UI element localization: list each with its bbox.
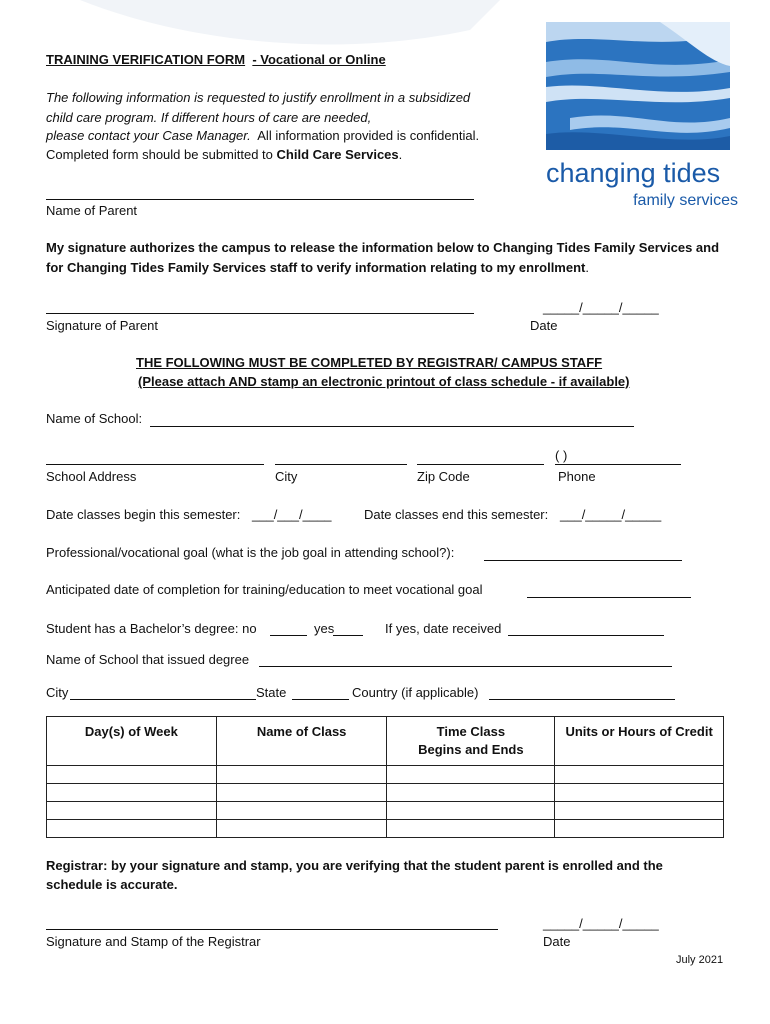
svg-text:changing tides: changing tides — [546, 158, 721, 188]
authorization-line-2: for Changing Tides Family Services staff to verify information relating to my enrollment. — [46, 260, 589, 275]
degree-state-line[interactable] — [292, 699, 349, 700]
form-title: TRAINING VERIFICATION FORM - Vocational or Online — [46, 52, 386, 67]
registrar-statement-line-1: Registrar: by your signature and stamp, you are verifying that the student parent is enrolled and the — [46, 858, 663, 873]
intro-line-4: Completed form should be submitted to Child Care Services. — [46, 147, 403, 162]
table-header-units: Units or Hours of Credit — [555, 717, 724, 766]
date-end-field[interactable]: ___/_____/_____ — [560, 507, 662, 522]
registrar-date-label: Date — [543, 934, 571, 949]
class-schedule-table — [46, 716, 724, 838]
table-cell[interactable] — [387, 802, 555, 820]
registrar-heading: THE FOLLOWING MUST BE COMPLETED BY REGISTRAR/ CAMPUS STAFF — [136, 355, 603, 370]
table-row — [47, 802, 724, 820]
table-cell[interactable] — [216, 820, 387, 838]
date-begin-label: Date classes begin this semester: — [46, 507, 241, 522]
parent-date-label: Date — [530, 318, 558, 333]
registrar-statement-line-2: schedule is accurate. — [46, 877, 178, 892]
table-cell[interactable] — [47, 820, 217, 838]
registrar-date-field[interactable]: _____/_____/_____ — [543, 916, 659, 931]
parent-name-line[interactable] — [46, 199, 474, 200]
degree-country-label: Country (if applicable) — [352, 685, 479, 700]
city-label: City — [275, 469, 298, 484]
degree-city-line[interactable] — [70, 699, 256, 700]
table-cell[interactable] — [555, 820, 724, 838]
date-begin-field[interactable]: ___/___/____ — [252, 507, 332, 522]
degree-state-label: State — [256, 685, 287, 700]
form-revision-date: July 2021 — [676, 954, 724, 966]
school-address-line[interactable] — [46, 464, 264, 465]
table-header-row — [47, 717, 724, 766]
date-end-label: Date classes end this semester: — [364, 507, 549, 522]
table-cell[interactable] — [555, 766, 724, 784]
table-cell[interactable] — [47, 766, 217, 784]
school-name-label: Name of School: — [46, 411, 143, 426]
degree-city-label: City — [46, 685, 69, 700]
table-cell[interactable] — [555, 802, 724, 820]
bachelor-degree-label: Student has a Bachelor’s degree: no — [46, 621, 257, 636]
phone-line[interactable] — [555, 464, 681, 465]
degree-country-line[interactable] — [489, 699, 675, 700]
changing-tides-logo — [540, 22, 744, 208]
table-row — [47, 784, 724, 802]
intro-line-2: child care program. If different hours of care are needed, — [46, 110, 372, 125]
table-cell[interactable] — [216, 766, 387, 784]
degree-school-label: Name of School that issued degree — [46, 652, 250, 667]
zip-label: Zip Code — [417, 469, 470, 484]
completion-date-line[interactable] — [527, 597, 691, 598]
authorization-line-1: My signature authorizes the campus to release the information below to Changing Tides Family Services and — [46, 240, 720, 255]
bachelor-yes-line[interactable] — [333, 635, 363, 636]
city-line[interactable] — [275, 464, 407, 465]
vocational-goal-line[interactable] — [484, 560, 682, 561]
intro-line-3: please contact your Case Manager. All information provided is confidential. — [46, 128, 480, 143]
table-header-class: Name of Class — [216, 717, 387, 766]
zip-line[interactable] — [417, 464, 544, 465]
table-cell[interactable] — [387, 766, 555, 784]
registrar-signature-label: Signature and Stamp of the Registrar — [46, 934, 261, 949]
registrar-signature-line[interactable] — [46, 929, 498, 930]
table-row — [47, 766, 724, 784]
table-cell[interactable] — [387, 784, 555, 802]
parent-date-field[interactable]: _____/_____/_____ — [543, 300, 659, 315]
registrar-subheading: (Please attach AND stamp an electronic printout of class schedule - if available) — [138, 374, 630, 389]
table-cell[interactable] — [47, 784, 217, 802]
vocational-goal-label: Professional/vocational goal (what is the job goal in attending school?): — [46, 545, 455, 560]
table-header-time: Time Class Begins and Ends — [387, 717, 555, 766]
table-cell[interactable] — [216, 802, 387, 820]
completion-date-label: Anticipated date of completion for training/education to meet vocational goal — [46, 582, 483, 597]
date-received-label: If yes, date received — [385, 621, 502, 636]
table-row — [47, 820, 724, 838]
bachelor-no-line[interactable] — [270, 635, 307, 636]
parent-signature-line[interactable] — [46, 313, 474, 314]
table-cell[interactable] — [555, 784, 724, 802]
phone-area-code: ( ) — [555, 448, 568, 463]
degree-school-line[interactable] — [259, 666, 672, 667]
table-cell[interactable] — [387, 820, 555, 838]
school-name-line[interactable] — [150, 426, 634, 427]
parent-name-label: Name of Parent — [46, 203, 138, 218]
school-address-label: School Address — [46, 469, 137, 484]
bachelor-yes-label: yes — [314, 621, 335, 636]
svg-text:family services: family services — [633, 192, 738, 208]
table-cell[interactable] — [47, 802, 217, 820]
phone-label: Phone — [558, 469, 596, 484]
date-received-line[interactable] — [508, 635, 664, 636]
table-cell[interactable] — [216, 784, 387, 802]
table-header-days: Day(s) of Week — [47, 717, 217, 766]
intro-line-1: The following information is requested to justify enrollment in a subsidized — [46, 90, 471, 105]
parent-signature-label: Signature of Parent — [46, 318, 159, 333]
